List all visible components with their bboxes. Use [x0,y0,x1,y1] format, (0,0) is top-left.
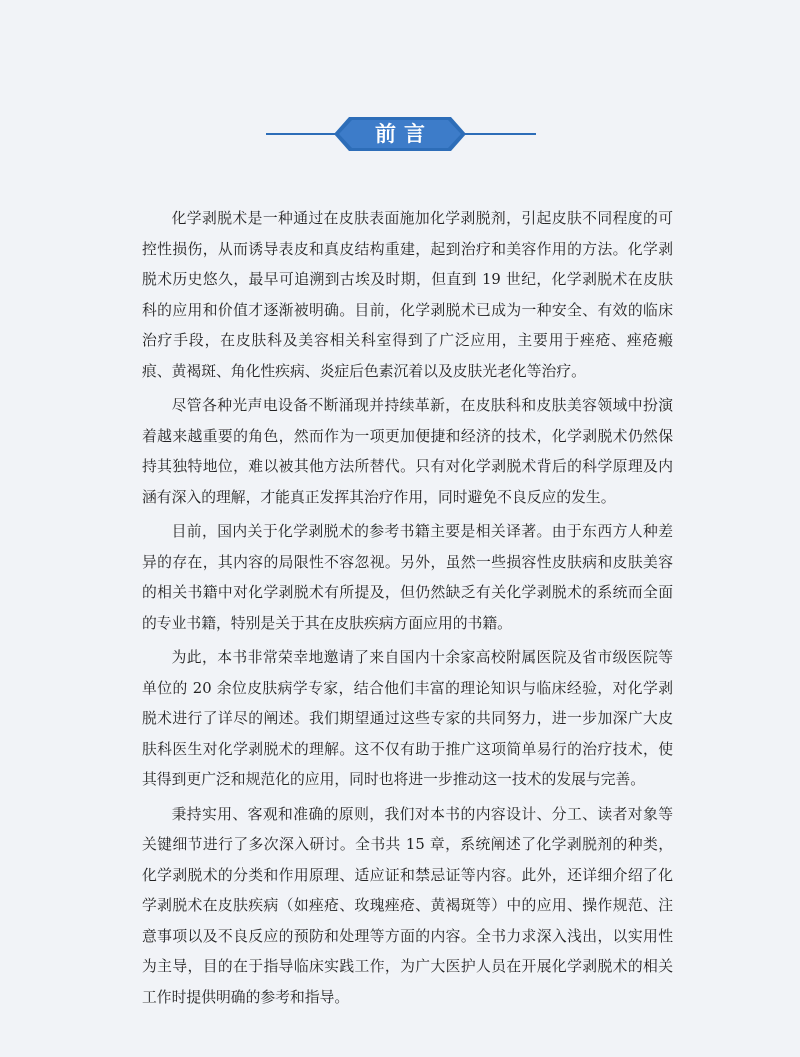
preface-body [142,204,673,1017]
paragraph: 目前，国内关于化学剥脱术的参考书籍主要是相关译著。由于东西方人种差异的存在，其内容的局限性不容忽视。另外，虽然一些损容性皮肤病和皮肤美容的相关书籍中对化学剥脱术有所提及，但仍然缺乏有关化学剥脱术的系统而全面的专业书籍，特别是关于其在皮肤疾病方面应用的书籍。 [142,523,673,632]
paragraph: 尽管各种光声电设备不断涌现并持续革新，在皮肤科和皮肤美容领域中扮演着越来越重要的角色，然而作为一项更加便捷和经济的技术，化学剥脱术仍然保持其独特地位，难以被其他方法所替代。只有对化学剥脱术背后的科学原理及内涵有深入的理解，才能真正发挥其治疗作用，同时避免不良反应的发生。 [142,397,673,506]
paragraph: 化学剥脱术是一种通过在皮肤表面施加化学剥脱剂，引起皮肤不同程度的可控性损伤，从而诱导表皮和真皮结构重建，起到治疗和美容作用的方法。化学剥脱术历史悠久，最早可追溯到古埃及时期，但直到 19 世纪，化学剥脱术在皮肤科的应用和价值才逐渐被明确。目前，化学剥脱术已成为一种安全、有效的临床治疗手段，在皮肤科及美容相关科室得到了广泛应用，主要用于痤疮、痤疮瘢痕、黄褐斑、角化性疾病、炎症后色素沉着以及皮肤光老化等治疗。 [142,210,673,380]
paragraph: 为此，本书非常荣幸地邀请了来自国内十余家高校附属医院及省市级医院等单位的 20 余位皮肤病学专家，结合他们丰富的理论知识与临床经验，对化学剥脱术进行了详尽的阐述。我们期望通过这些专家的共同努力，进一步加深广大皮肤科医生对化学剥脱术的理解。这不仅有助于推广这项简单易行的治疗技术，使其得到更广泛和规范化的应用，同时也将进一步推动这一技术的发展与完善。 [142,649,673,788]
section-heading [0,117,800,151]
paragraph: 秉持实用、客观和准确的原则，我们对本书的内容设计、分工、读者对象等关键细节进行了多次深入研讨。全书共 15 章，系统阐述了化学剥脱剂的种类，化学剥脱术的分类和作用原理、适应证和禁忌证等内容。此外，还详细介绍了化学剥脱术在皮肤疾病（如痤疮、玫瑰痤疮、黄褐斑等）中的应用、操作规范、注意事项以及不良反应的预防和处理等方面的内容。全书力求深入浅出，以实用性为主导，目的在于指导临床实践工作，为广大医护人员在开展化学剥脱术的相关工作时提供明确的参考和指导。 [142,805,673,1006]
page-title: 前言 [375,122,433,146]
